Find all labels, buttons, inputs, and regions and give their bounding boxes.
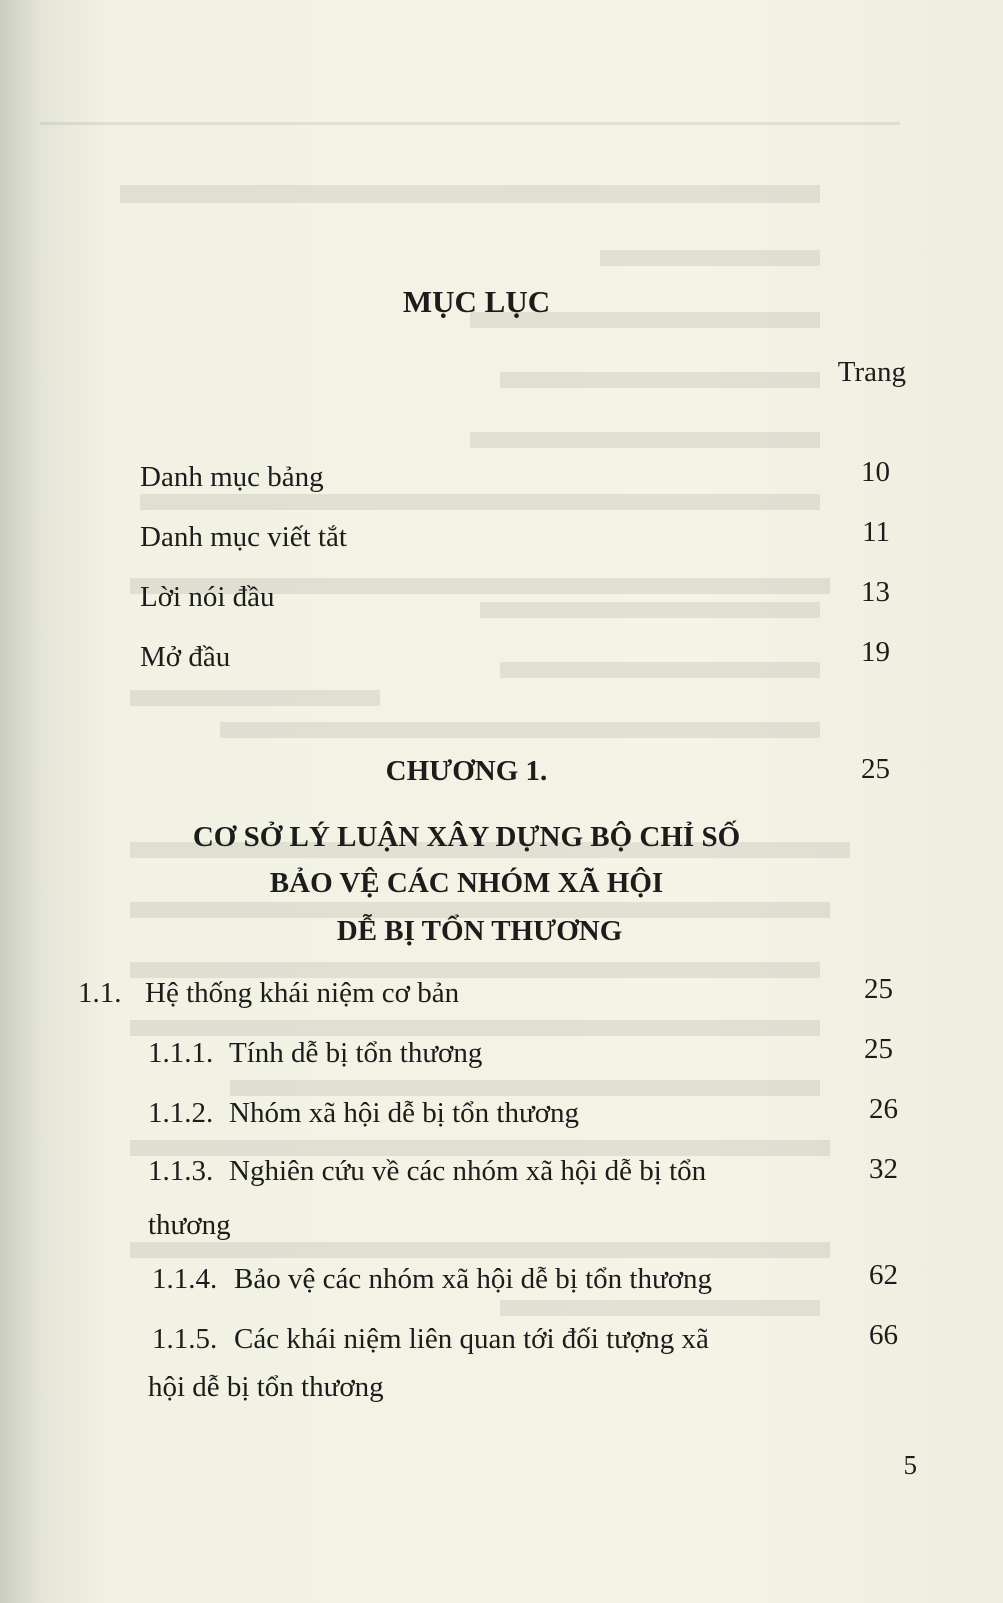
toc-entry-page: 10 bbox=[861, 456, 890, 488]
chapter-title-line: CƠ SỞ LÝ LUẬN XÂY DỰNG BỘ CHỈ SỐ bbox=[192, 821, 741, 853]
section-label: Nhóm xã hội dễ bị tổn thương bbox=[229, 1097, 580, 1129]
toc-entry-page: 19 bbox=[861, 636, 890, 668]
toc-entry-page: 11 bbox=[862, 516, 890, 548]
chapter-title-line: BẢO VỆ CÁC NHÓM XÃ HỘI bbox=[269, 867, 664, 899]
section-number: 1.1. bbox=[78, 977, 122, 1009]
section-label: Nghiên cứu về các nhóm xã hội dễ bị tổn bbox=[229, 1155, 707, 1187]
section-page: 32 bbox=[869, 1153, 898, 1185]
section-label: Hệ thống khái niệm cơ bản bbox=[145, 977, 460, 1009]
section-page: 26 bbox=[869, 1093, 898, 1125]
page-number: 5 bbox=[903, 1450, 917, 1480]
section-number: 1.1.1. bbox=[148, 1037, 214, 1069]
section-page: 62 bbox=[869, 1259, 898, 1291]
section-label-continued: hội dễ bị tổn thương bbox=[148, 1371, 384, 1403]
section-label: Bảo vệ các nhóm xã hội dễ bị tổn thương bbox=[234, 1263, 713, 1295]
section-number: 1.1.4. bbox=[152, 1263, 218, 1295]
section-label: Tính dễ bị tổn thương bbox=[229, 1037, 483, 1069]
toc-entry-label: Danh mục bảng bbox=[140, 461, 324, 493]
toc-entry-label: Danh mục viết tắt bbox=[140, 521, 347, 553]
section-label: Các khái niệm liên quan tới đối tượng xã bbox=[234, 1323, 709, 1355]
chapter-page: 25 bbox=[861, 753, 890, 785]
page-column-label: Trang bbox=[837, 356, 906, 388]
chapter-title-line: DỄ BỊ TỔN THƯƠNG bbox=[336, 915, 623, 947]
section-page: 66 bbox=[869, 1319, 898, 1351]
toc-entry-label: Lời nói đầu bbox=[140, 581, 275, 613]
chapter-label: CHƯƠNG 1. bbox=[385, 755, 548, 787]
toc-entry-page: 13 bbox=[861, 576, 890, 608]
section-label-continued: thương bbox=[148, 1209, 231, 1241]
toc-title: MỤC LỤC bbox=[402, 284, 551, 319]
section-page: 25 bbox=[864, 973, 893, 1005]
toc-entry-label: Mở đầu bbox=[140, 641, 231, 673]
section-number: 1.1.5. bbox=[152, 1323, 218, 1355]
section-number: 1.1.2. bbox=[148, 1097, 214, 1129]
section-number: 1.1.3. bbox=[148, 1155, 214, 1187]
section-page: 25 bbox=[864, 1033, 893, 1065]
